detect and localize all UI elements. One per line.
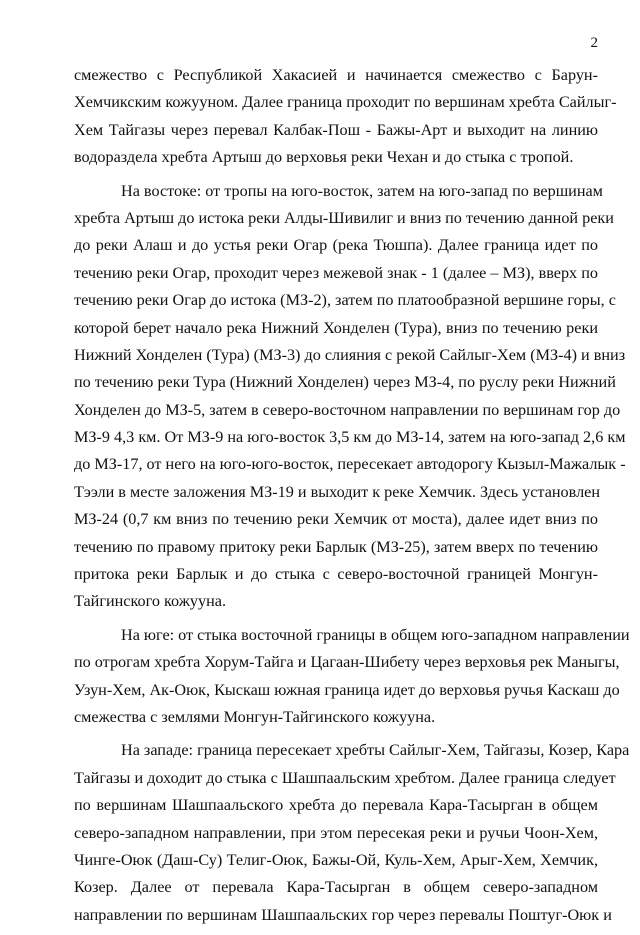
paragraph (74, 737, 630, 929)
text-line: Хонделен до МЗ-5, затем в северо-восточном направлении по вершинам гор до (74, 400, 621, 419)
text-line: На юге: от стыка восточной границы в общем юго-западном направлении (121, 625, 630, 644)
text-line: Нижний Хонделен (Тура) (МЗ-3) до слияния с рекой Сайлыг-Хем (МЗ-4) и вниз (74, 345, 626, 364)
text-line: Узун-Хем, Ак-Оюк, Кыскаш южная граница идет до верховья ручья Каскаш до (74, 680, 620, 699)
paragraph (74, 622, 630, 732)
text-line: На востоке: от тропы на юго-восток, затем на юго-запад по вершинам (121, 181, 603, 200)
text-line: Тайгазы и доходит до стыка с Шашпаальским хребтом. Далее граница следует (74, 768, 616, 787)
text-line: хребта Артыш до истока реки Алды-Шивилиг и вниз по течению данной реки (74, 208, 614, 227)
text-line: по течению реки Тура (Нижний Хонделен) через МЗ-4, по руслу реки Нижний (74, 373, 616, 392)
text-line: смежество с Республикой Хакасией и начинается смежество с Барун- (74, 66, 598, 84)
text-line: течению по правому притоку реки Барлык (МЗ-25), затем вверх по течению (74, 537, 598, 556)
document-body (74, 62, 630, 935)
text-line: Хемчикским кожууном. Далее граница проходит по вершинам хребта Сайлыг- (74, 93, 617, 112)
text-line: по вершинам Шашпаальского хребта до перевала Кара-Тасырган в общем (74, 796, 598, 815)
text-line: МЗ-9 4,3 км. От МЗ-9 на юго-восток 3,5 км до МЗ-14, затем на юго-запад 2,6 км (74, 428, 626, 447)
text-line: Хем Тайгазы через перевал Калбак-Пош - Бажы-Арт и выходит на линию (74, 120, 598, 139)
paragraph (74, 62, 617, 172)
text-line: Козер. Далее от перевала Кара-Тасырган в общем северо-западном (74, 878, 598, 897)
text-line: На западе: граница пересекает хребты Сайлыг-Хем, Тайгазы, Козер, Кара (121, 741, 630, 760)
text-line: Чинге-Оюк (Даш-Су) Телиг-Оюк, Бажы-Ой, Куль-Хем, Арыг-Хем, Хемчик, (74, 850, 598, 869)
text-line: притока реки Барлык и до стыка с северо-восточной границей Монгун- (74, 565, 598, 584)
text-line: Тайгинского кожууна. (74, 592, 226, 611)
text-line: до реки Алаш и до устья реки Огар (река Тюшпа). Далее граница идет по (74, 236, 598, 255)
text-line: течению реки Огар до истока (МЗ-2), затем по платообразной вершине горы, с (74, 291, 616, 310)
text-line: МЗ-24 (0,7 км вниз по течению реки Хемчик от моста), далее идет вниз по (74, 510, 598, 529)
page-number: 2 (590, 35, 598, 51)
text-line: по отрогам хребта Хорум-Тайга и Цагаан-Шибету через верховья рек Маныгы, (74, 653, 620, 672)
text-line: которой берет начало река Нижний Хонделен (Тура), вниз по течению реки (74, 318, 598, 337)
text-line: северо-западном направлении, при этом пересекая реки и ручьи Чоон-Хем, (74, 823, 598, 842)
text-line: направлении по вершинам Шашпаальских гор через перевалы Поштуг-Оюк и (74, 905, 612, 924)
text-line: Тээли в месте заложения МЗ-19 и выходит к реке Хемчик. Здесь установлен (74, 482, 600, 501)
text-line: смежества с землями Монгун-Тайгинского кожууна. (74, 707, 436, 726)
text-line: течению реки Огар, проходит через межевой знак - 1 (далее – МЗ), вверх по (74, 263, 598, 282)
text-line: до МЗ-17, от него на юго-юго-восток, пересекает автодорогу Кызыл-Мажалык - (74, 455, 626, 474)
text-line: водораздела хребта Артыш до верховья реки Чехан и до стыка с тропой. (74, 148, 574, 167)
paragraph (74, 178, 626, 616)
